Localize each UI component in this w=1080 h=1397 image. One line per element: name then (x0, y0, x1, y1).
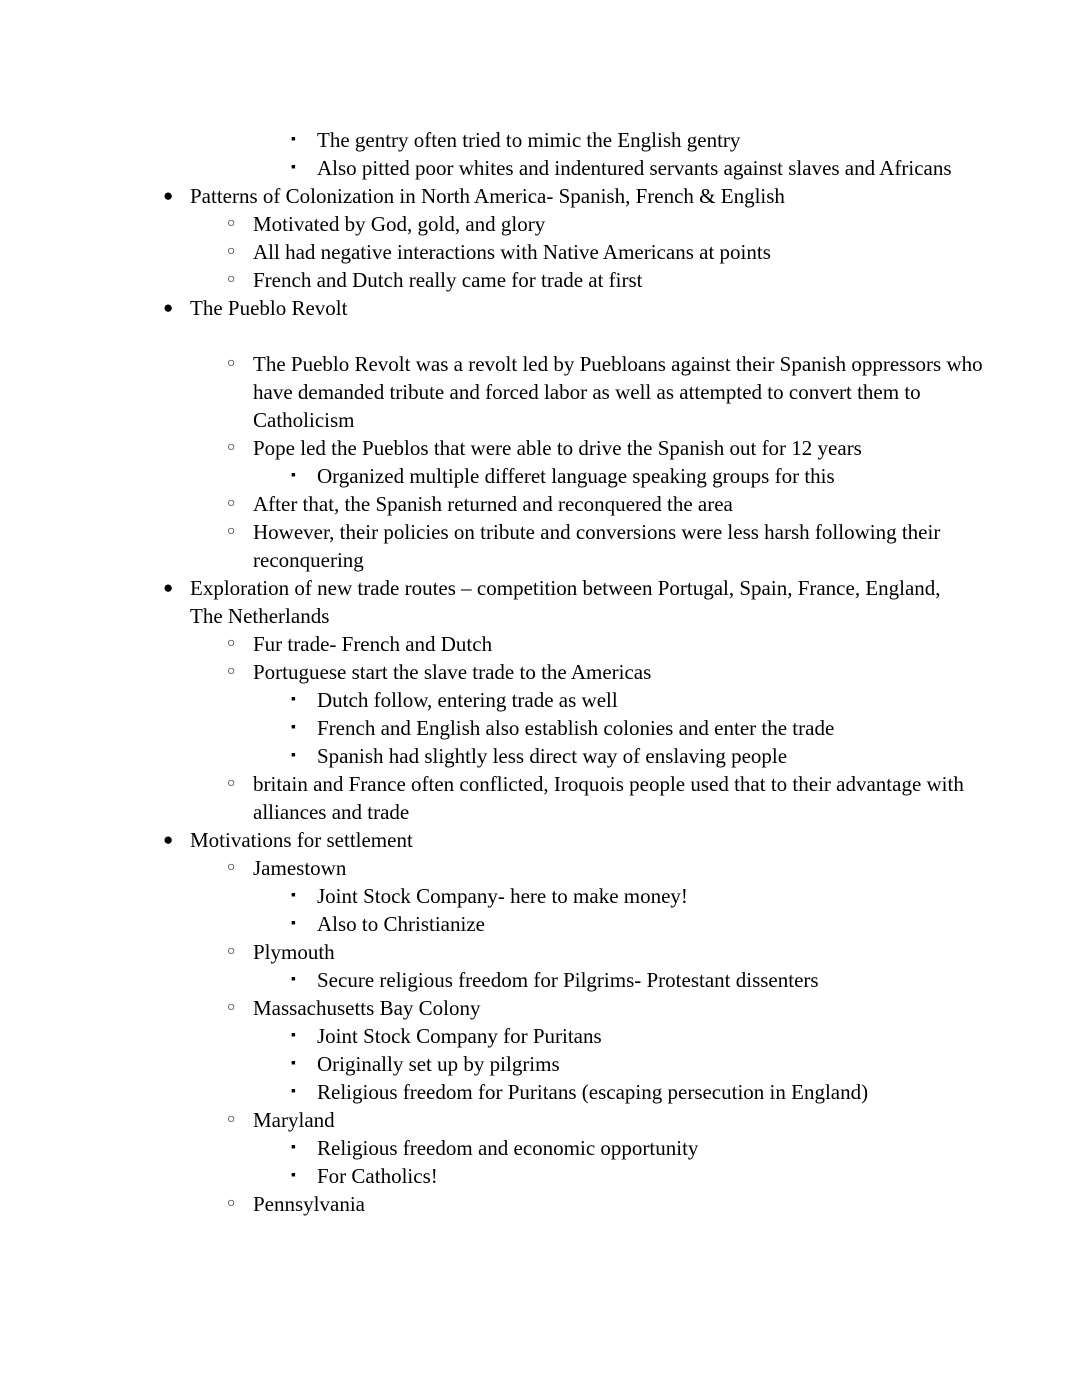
outline-item (163, 1134, 1080, 1162)
circle-bullet-icon: ○ (227, 244, 236, 259)
outline-item (163, 518, 1017, 574)
outline-item (163, 910, 1080, 938)
outline-item-text: Religious freedom for Puritans (escaping persecution in England) (317, 1080, 869, 1104)
outline-item (163, 1022, 1080, 1050)
square-bullet-icon: ▪ (291, 160, 296, 175)
outline-item (163, 126, 1080, 154)
circle-bullet-icon: ○ (227, 1000, 236, 1015)
square-bullet-icon: ▪ (291, 1084, 296, 1099)
outline-item (163, 770, 1017, 826)
outline-item-text: The gentry often tried to mimic the English gentry (317, 128, 741, 152)
outline-item-text: The Pueblo Revolt was a revolt led by Puebloans against their Spanish oppressors who have demanded tribute and forced labor as well as attempted to convert them to Catholicism (253, 352, 983, 432)
square-bullet-icon: ▪ (291, 748, 296, 763)
outline-item-text: Fur trade- French and Dutch (253, 632, 493, 656)
outline-item-text: Pope led the Pueblos that were able to drive the Spanish out for 12 years (253, 436, 862, 460)
outline-item (163, 238, 1017, 266)
disc-bullet-icon: ● (163, 578, 174, 597)
outline-item-text: French and English also establish colonies and enter the trade (317, 716, 835, 740)
circle-bullet-icon: ○ (227, 216, 236, 231)
outline-item (163, 826, 953, 854)
disc-bullet-icon: ● (163, 186, 174, 205)
outline-item-text: The Pueblo Revolt (190, 296, 348, 320)
outline-item-text: Motivated by God, gold, and glory (253, 212, 546, 236)
outline-item (163, 686, 1080, 714)
outline-item-text: Also pitted poor whites and indentured servants against slaves and Africans (317, 156, 952, 180)
outline-item-text: Also to Christianize (317, 912, 485, 936)
outline-item-text: For Catholics! (317, 1164, 438, 1188)
outline-item-text: Religious freedom and economic opportunity (317, 1136, 699, 1160)
circle-bullet-icon: ○ (227, 860, 236, 875)
circle-bullet-icon: ○ (227, 944, 236, 959)
circle-bullet-icon: ○ (227, 272, 236, 287)
outline-item (163, 294, 953, 322)
outline-item (163, 462, 1080, 490)
square-bullet-icon: ▪ (291, 720, 296, 735)
outline-item-text: All had negative interactions with Native Americans at points (253, 240, 771, 264)
outline-item-text: However, their policies on tribute and conversions were less harsh following their reconquering (253, 520, 941, 572)
outline-item-text: Joint Stock Company for Puritans (317, 1024, 602, 1048)
square-bullet-icon: ▪ (291, 1140, 296, 1155)
circle-bullet-icon: ○ (227, 636, 236, 651)
square-bullet-icon: ▪ (291, 132, 296, 147)
outline-item (163, 714, 1080, 742)
outline-item-text: Motivations for settlement (190, 828, 413, 852)
blank-line (163, 322, 953, 350)
outline-item-text: French and Dutch really came for trade at first (253, 268, 643, 292)
outline-item (163, 434, 1017, 462)
outline-item-text: Maryland (253, 1108, 335, 1132)
circle-bullet-icon: ○ (227, 776, 236, 791)
outline-item (163, 574, 953, 630)
square-bullet-icon: ▪ (291, 1168, 296, 1183)
outline-item (163, 938, 1017, 966)
circle-bullet-icon: ○ (227, 440, 236, 455)
outline-item (163, 490, 1017, 518)
disc-bullet-icon: ● (163, 830, 174, 849)
circle-bullet-icon: ○ (227, 664, 236, 679)
outline-item (163, 210, 1017, 238)
outline-item-text: Secure religious freedom for Pilgrims- Protestant dissenters (317, 968, 819, 992)
disc-bullet-icon: ● (163, 298, 174, 317)
outline-item-text: Exploration of new trade routes – competition between Portugal, Spain, France, England, The Netherlands (190, 576, 941, 628)
outline-item (163, 630, 1017, 658)
outline-item (163, 966, 1080, 994)
outline-item-text: Spanish had slightly less direct way of enslaving people (317, 744, 788, 768)
circle-bullet-icon: ○ (227, 496, 236, 511)
outline-item (163, 1162, 1080, 1190)
outline-item-text: Originally set up by pilgrims (317, 1052, 560, 1076)
square-bullet-icon: ▪ (291, 468, 296, 483)
outline-item (163, 350, 1017, 434)
outline-item-text: Massachusetts Bay Colony (253, 996, 481, 1020)
square-bullet-icon: ▪ (291, 692, 296, 707)
square-bullet-icon: ▪ (291, 972, 296, 987)
outline-item-text: Plymouth (253, 940, 335, 964)
outline-item (163, 854, 1017, 882)
outline-item (163, 1050, 1080, 1078)
outline-item (163, 1190, 1017, 1218)
outline-item-text: After that, the Spanish returned and reconquered the area (253, 492, 733, 516)
square-bullet-icon: ▪ (291, 1028, 296, 1043)
circle-bullet-icon: ○ (227, 524, 236, 539)
outline-item (163, 154, 1080, 182)
outline-item (163, 182, 953, 210)
outline-list (163, 126, 983, 1218)
outline-item-text: Organized multiple differet language speaking groups for this (317, 464, 835, 488)
circle-bullet-icon: ○ (227, 356, 236, 371)
square-bullet-icon: ▪ (291, 1056, 296, 1071)
square-bullet-icon: ▪ (291, 888, 296, 903)
outline-item (163, 994, 1017, 1022)
circle-bullet-icon: ○ (227, 1196, 236, 1211)
outline-item (163, 266, 1017, 294)
outline-item-text: Joint Stock Company- here to make money! (317, 884, 688, 908)
outline-item-text: Pennsylvania (253, 1192, 365, 1216)
outline-item-text: Dutch follow, entering trade as well (317, 688, 618, 712)
outline-item-text: britain and France often conflicted, Iroquois people used that to their advantage with alliances and trade (253, 772, 964, 824)
outline-item-text: Patterns of Colonization in North America- Spanish, French & English (190, 184, 785, 208)
square-bullet-icon: ▪ (291, 916, 296, 931)
outline-item (163, 658, 1017, 686)
circle-bullet-icon: ○ (227, 1112, 236, 1127)
outline-item (163, 1106, 1017, 1134)
outline-item (163, 1078, 1080, 1106)
outline-item-text: Portuguese start the slave trade to the Americas (253, 660, 652, 684)
outline-item (163, 882, 1080, 910)
outline-item-text: Jamestown (253, 856, 347, 880)
outline-item (163, 742, 1080, 770)
